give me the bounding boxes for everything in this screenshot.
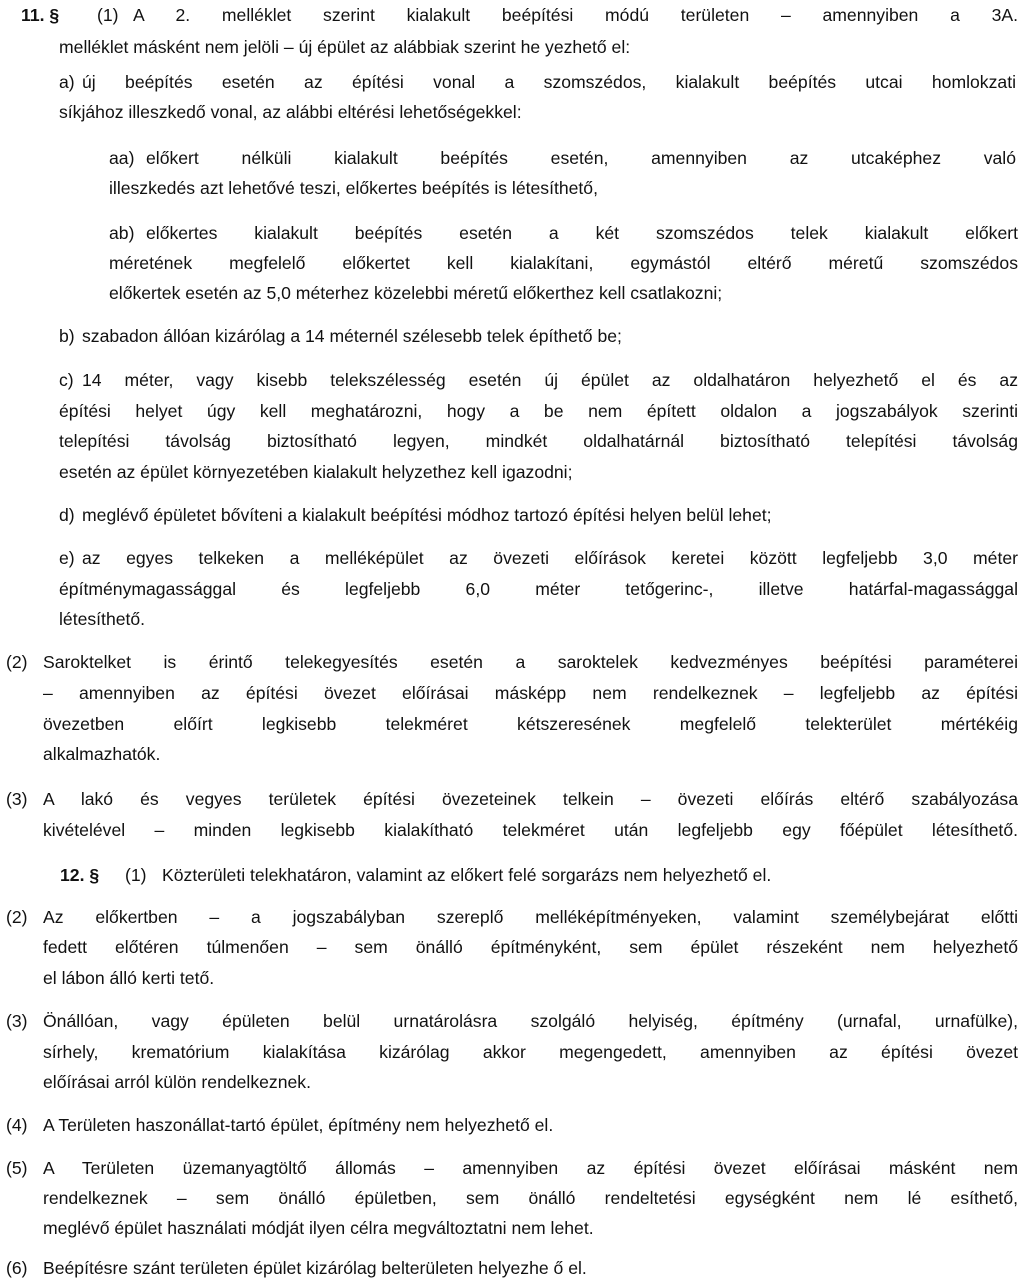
- s11-c-line-2: építési helyet úgy kell meghatározni, hogy a be nem épített oldalon a jogszabályok szerinti: [59, 401, 1018, 421]
- s12-p5-line-2: rendelkeznek – sem önálló épületben, sem önálló rendeltetési egységként nem lé esíthető,: [43, 1188, 1018, 1208]
- s12-p3-number: (3): [6, 1011, 28, 1031]
- s12-p4-number: (4): [6, 1115, 28, 1135]
- s12-p2-number: (2): [6, 907, 28, 927]
- s11-p2-number: (2): [6, 652, 28, 672]
- s11-a-label: a): [59, 72, 75, 92]
- s11-aa-label: aa): [109, 148, 135, 168]
- s11-p3-line-1: A lakó és vegyes területek építési övezeteinek telkein – övezeti előírás eltérő szabályozása: [43, 789, 1018, 809]
- s11-ab-line-1: előkertes kialakult beépítés esetén a két szomszédos telek kialakult előkert: [146, 223, 1018, 243]
- s12-p5-number: (5): [6, 1158, 28, 1178]
- s11-p1-number: (1): [97, 5, 119, 25]
- s11-e-line-2: építménymagassággal és legfeljebb 6,0 méter tetőgerinc-, illetve határfal-magassággal: [59, 579, 1018, 599]
- s12-p3-line-3: előírásai arról külön rendelkeznek.: [43, 1072, 311, 1092]
- s11-ab-label: ab): [109, 223, 135, 243]
- s11-e-line-1: az egyes telkeken a melléképület az övezeti előírások keretei között legfeljebb 3,0 méter: [82, 548, 1018, 568]
- s11-c-line-1: 14 méter, vagy kisebb telekszélesség esetén új épület az oldalhatáron helyezhető el és az: [82, 370, 1018, 390]
- s12-p2-line-2: fedett előtéren túlmenően – sem önálló építményként, sem épület részeként nem helyezhető: [43, 937, 1018, 957]
- s12-p1-number: (1): [125, 865, 147, 885]
- s12-p4-line-1: A Területen haszonállat-tartó épület, építmény nem helyezhető el.: [43, 1115, 554, 1135]
- s11-p2-line-1: Saroktelket is érintő telekegyesítés esetén a saroktelek kedvezményes beépítési paraméterei: [43, 652, 1018, 672]
- s11-p2-line-3: övezetben előírt legkisebb telekméret kétszeresének megfelelő telekterület mértékéig: [43, 714, 1018, 734]
- s11-ab-line-2: méretének megfelelő előkertet kell kialakítani, egymástól eltérő méretű szomszédos: [109, 253, 1018, 273]
- s12-p1-line-1: Közterületi telekhatáron, valamint az előkert felé sorgarázs nem helyezhető el.: [162, 865, 772, 885]
- section-12-label: 12. §: [60, 865, 100, 885]
- s11-p3-line-2: kivételével – minden legkisebb kialakítható telekméret után legfeljebb egy főépület létesíthető.: [43, 820, 1018, 840]
- s12-p5-line-1: A Területen üzemanyagtöltő állomás – amennyiben az építési övezet előírásai másként nem: [43, 1158, 1018, 1178]
- s12-p5-line-3: meglévő épület használati módját ilyen célra megváltoztatni nem lehet.: [43, 1218, 594, 1238]
- s11-aa-line-1: előkert nélküli kialakult beépítés esetén, amennyiben az utcaképhez való: [146, 148, 1016, 168]
- s11-d-line-1: meglévő épületet bővíteni a kialakult beépítési módhoz tartozó építési helyen belül lehet;: [82, 505, 772, 525]
- s12-p6-line-1: Beépítésre szánt területen épület kizárólag belterületen helyezhe ő el.: [43, 1258, 587, 1278]
- s11-c-label: c): [59, 370, 74, 390]
- s11-b-label: b): [59, 326, 75, 346]
- s12-p3-line-1: Önállóan, vagy épületen belül urnatárolásra szolgáló helyiség, építmény (urnafal, urnafülke),: [43, 1011, 1018, 1031]
- s11-d-label: d): [59, 505, 75, 525]
- s11-b-line-1: szabadon állóan kizárólag a 14 méternél szélesebb telek építhető be;: [82, 326, 622, 346]
- s11-c-line-3: telepítési távolság biztosítható legyen, mindkét oldalhatárnál biztosítható telepítési távolság: [59, 431, 1018, 451]
- s11-p1-line-2: melléklet másként nem jelöli – új épület az alábbiak szerint he yezhető el:: [59, 37, 631, 57]
- s11-e-label: e): [59, 548, 75, 568]
- s11-p2-line-4: alkalmazhatók.: [43, 744, 161, 764]
- s12-p2-line-3: el lábon álló kerti tető.: [43, 968, 215, 988]
- s12-p3-line-2: sírhely, krematórium kialakítása kizárólag akkor megengedett, amennyiben az építési övezet: [43, 1042, 1018, 1062]
- s11-e-line-3: létesíthető.: [59, 609, 146, 629]
- s12-p6-number: (6): [6, 1258, 28, 1278]
- s11-p1-line-1: A 2. melléklet szerint kialakult beépítési módú területen – amennyiben a 3A.: [133, 5, 1018, 25]
- s11-a-line-1: új beépítés esetén az építési vonal a szomszédos, kialakult beépítés utcai homlokzati: [82, 72, 1016, 92]
- s11-c-line-4: esetén az épület környezetében kialakult helyzethez kell igazodni;: [59, 462, 573, 482]
- s11-ab-line-3: előkertek esetén az 5,0 méterhez közelebbi méretű előkerthez kell csatlakozni;: [109, 283, 723, 303]
- s11-p2-line-2: – amennyiben az építési övezet előírásai másképp nem rendelkeznek – legfeljebb az építési: [43, 683, 1018, 703]
- s11-aa-line-2: illeszkedés azt lehetővé teszi, előkertes beépítés is létesíthető,: [109, 178, 598, 198]
- s11-a-line-2: síkjához illeszkedő vonal, az alábbi eltérési lehetőségekkel:: [59, 102, 522, 122]
- s12-p2-line-1: Az előkertben – a jogszabályban szereplő melléképítményeken, valamint személybejárat előtti: [43, 907, 1018, 927]
- section-11-label: 11. §: [21, 5, 60, 25]
- s11-p3-number: (3): [6, 789, 28, 809]
